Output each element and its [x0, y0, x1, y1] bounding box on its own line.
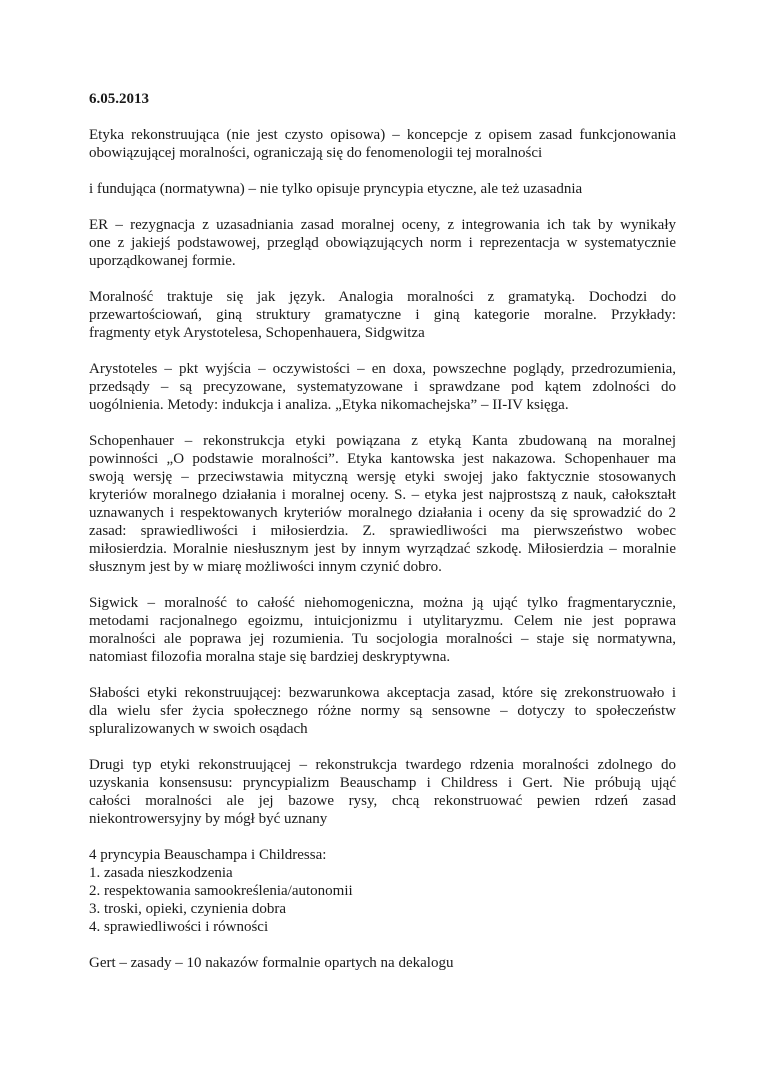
principles-heading: 4 pryncypia Beauschampa i Childressa:	[89, 847, 327, 863]
paragraph	[89, 126, 676, 162]
list-item: 1. zasada nieszkodzenia	[89, 865, 233, 881]
paragraph	[89, 432, 676, 576]
document-page	[89, 90, 676, 990]
list-item: 2. respektowania samookreślenia/autonomii	[89, 883, 353, 899]
paragraph	[89, 216, 676, 270]
list-item: 3. troski, opieki, czynienia dobra	[89, 901, 287, 917]
document-date: 6.05.2013	[89, 91, 149, 107]
text-line: Moralność traktuje się jak język. Analogia moralności z gramatyką. Dochodzi do	[89, 289, 676, 305]
text-line: ER – rezygnacja z uzasadniania zasad moralnej oceny, z integrowania ich tak by wynikały	[89, 217, 676, 233]
paragraph	[89, 756, 676, 828]
paragraph	[89, 288, 676, 342]
text-line: całości moralności ale jej bazowe rysy, chcą rekonstruować pewien rdzeń zasad	[89, 793, 676, 809]
text-line: Drugi typ etyki rekonstruującej – rekonstrukcja twardego rdzenia moralności zdolnego do	[89, 757, 676, 773]
text-line: uporządkowanej formie.	[89, 253, 236, 269]
text-line: uzyskania konsensusu: pryncypializm Beauschamp i Childress i Gert. Nie próbują ująć	[89, 775, 676, 791]
text-line: przewartościowań, giną struktury gramatyczne i giną kategorie moralne. Przykłady:	[89, 307, 676, 323]
text-line: Gert – zasady – 10 nakazów formalnie opartych na dekalogu	[89, 955, 454, 971]
text-line: słusznym jest by w miarę możliwości innym czynić dobro.	[89, 559, 442, 575]
text-line: spluralizowanych w swoich osądach	[89, 721, 308, 737]
text-line: metodami racjonalnego egoizmu, intuicjonizmu i utylitaryzmu. Celem nie jest poprawa	[89, 613, 676, 629]
text-line: niekontrowersyjny by mógł być uznany	[89, 811, 328, 827]
text-line: miłosierdzia. Moralnie niesłusznym jest by innym wyrządzać szkodę. Miłosierdzia – moralnie	[89, 541, 676, 557]
principles-list	[89, 846, 676, 936]
text-line: uogólnienia. Metody: indukcja i analiza. „Etyka nikomachejska” – II-IV księga.	[89, 397, 569, 413]
paragraph	[89, 684, 676, 738]
text-line: one z jakiejś podstawowej, przegląd obowiązujących norm i reprezentacja w systematycznie	[89, 235, 676, 251]
text-line: Schopenhauer – rekonstrukcja etyki powiązana z etyką Kanta zbudowaną na moralnej	[89, 433, 676, 449]
text-line: przedsądy – są precyzowane, systematyzowane i sprawdzane pod kątem zdolności do	[89, 379, 676, 395]
paragraphs	[89, 126, 676, 828]
paragraph	[89, 360, 676, 414]
text-line: powinności „O podstawie moralności”. Etyka kantowska jest nakazowa. Schopenhauer ma	[89, 451, 676, 467]
text-line: swoją wersję – przeciwstawia mityczną wersję etyki swojej jako faktycznie stosowanych	[89, 469, 676, 485]
text-line: Sigwick – moralność to całość niehomogeniczna, można ją ująć tylko fragmentarycznie,	[89, 595, 676, 611]
text-line: i fundująca (normatywna) – nie tylko opisuje pryncypia etyczne, ale też uzasadnia	[89, 181, 583, 197]
text-line: moralności ale poprawa jej rozumienia. Tu socjologia moralności – staje się normatywna,	[89, 631, 676, 647]
text-line: Słabości etyki rekonstruującej: bezwarunkowa akceptacja zasad, które się zrekonstruowało i	[89, 685, 676, 701]
text-line: kryteriów moralnego działania i moralnej oceny. S. – etyka jest najprostszą z nauk, całokształt	[89, 487, 676, 503]
paragraph	[89, 594, 676, 666]
text-line: Arystoteles – pkt wyjścia – oczywistości – en doxa, powszechne poglądy, przedrozumienia,	[89, 361, 676, 377]
text-line: Etyka rekonstruująca (nie jest czysto opisowa) – koncepcje z opisem zasad funkcjonowania	[89, 127, 676, 143]
text-line: natomiast filozofia moralna staje się bardziej deskryptywna.	[89, 649, 451, 665]
text-line: obowiązującej moralności, ograniczają się do fenomenologii tej moralności	[89, 145, 543, 161]
paragraph	[89, 180, 676, 198]
text-line: zasad: sprawiedliwości i miłosierdzia. Z. sprawiedliwości ma pierwszeństwo wobec	[89, 523, 676, 539]
closing-paragraph	[89, 954, 676, 972]
text-line: fragmenty etyk Arystotelesa, Schopenhauera, Sidgwitza	[89, 325, 425, 341]
text-line: dla wielu sfer życia społecznego różne normy są sensowne – dotyczy to społeczeństw	[89, 703, 676, 719]
list-item: 4. sprawiedliwości i równości	[89, 919, 269, 935]
text-line: uznawanych i respektowanych kryteriów moralnego działania i oceny da się sprowadzić do 2	[89, 505, 676, 521]
